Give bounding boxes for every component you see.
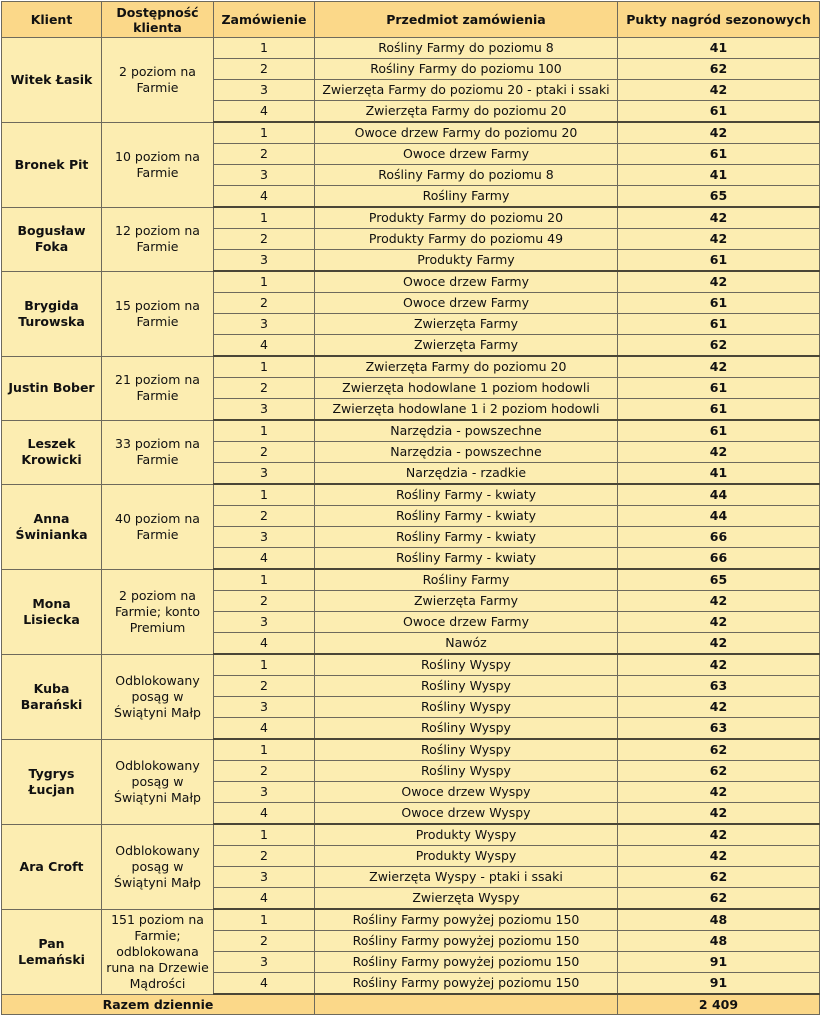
- order-subject: Narzędzia - powszechne: [315, 442, 618, 463]
- order-points: 61: [618, 250, 820, 272]
- order-subject: Zwierzęta Farmy do poziomu 20: [315, 101, 618, 123]
- order-subject: Zwierzęta Farmy: [315, 335, 618, 357]
- order-number: 2: [214, 676, 315, 697]
- table-row: [2, 739, 820, 761]
- order-number: 3: [214, 952, 315, 973]
- order-number: 3: [214, 867, 315, 888]
- order-points: 44: [618, 506, 820, 527]
- table-row: [2, 909, 820, 931]
- client-availability: 12 poziom na Farmie: [102, 207, 214, 271]
- table-row: [2, 356, 820, 378]
- order-number: 4: [214, 186, 315, 208]
- order-number: 2: [214, 931, 315, 952]
- order-number: 2: [214, 59, 315, 80]
- order-subject: Owoce drzew Farmy do poziomu 20: [315, 122, 618, 144]
- client-name: Pan Lemański: [2, 909, 102, 994]
- order-points: 48: [618, 909, 820, 931]
- client-name: Witek Łasik: [2, 38, 102, 123]
- order-number: 2: [214, 144, 315, 165]
- client-name: Leszek Krowicki: [2, 420, 102, 484]
- order-subject: Rośliny Wyspy: [315, 718, 618, 740]
- client-name: Mona Lisiecka: [2, 569, 102, 654]
- order-subject: Rośliny Wyspy: [315, 761, 618, 782]
- order-subject: Produkty Farmy do poziomu 20: [315, 207, 618, 229]
- order-number: 1: [214, 909, 315, 931]
- client-availability: 151 poziom na Farmie; odblokowana runa na Drzewie Mądrości: [102, 909, 214, 994]
- order-number: 3: [214, 314, 315, 335]
- client-name: Bogusław Foka: [2, 207, 102, 271]
- order-number: 3: [214, 165, 315, 186]
- header-availability: Dostępność klienta: [102, 2, 214, 38]
- order-points: 61: [618, 144, 820, 165]
- order-number: 1: [214, 484, 315, 506]
- order-number: 1: [214, 122, 315, 144]
- order-points: 62: [618, 739, 820, 761]
- order-points: 42: [618, 271, 820, 293]
- header-subject: Przedmiot zamówienia: [315, 2, 618, 38]
- order-subject: Produkty Wyspy: [315, 846, 618, 867]
- order-points: 42: [618, 846, 820, 867]
- order-points: 41: [618, 165, 820, 186]
- header-row: [2, 2, 820, 38]
- order-points: 42: [618, 80, 820, 101]
- order-points: 42: [618, 782, 820, 803]
- order-number: 2: [214, 591, 315, 612]
- order-subject: Owoce drzew Farmy: [315, 271, 618, 293]
- order-points: 62: [618, 761, 820, 782]
- order-subject: Nawóz: [315, 633, 618, 655]
- order-points: 42: [618, 824, 820, 846]
- table-row: [2, 484, 820, 506]
- order-points: 41: [618, 38, 820, 59]
- order-points: 91: [618, 952, 820, 973]
- order-subject: Narzędzia - powszechne: [315, 420, 618, 442]
- order-subject: Rośliny Farmy do poziomu 8: [315, 165, 618, 186]
- order-number: 1: [214, 654, 315, 676]
- client-availability: 33 poziom na Farmie: [102, 420, 214, 484]
- order-points: 42: [618, 356, 820, 378]
- order-number: 2: [214, 229, 315, 250]
- table-body: [2, 38, 820, 995]
- order-number: 3: [214, 463, 315, 485]
- order-number: 1: [214, 420, 315, 442]
- order-points: 66: [618, 548, 820, 570]
- order-subject: Rośliny Farmy do poziomu 8: [315, 38, 618, 59]
- order-subject: Owoce drzew Wyspy: [315, 803, 618, 825]
- order-subject: Rośliny Farmy - kwiaty: [315, 484, 618, 506]
- order-subject: Narzędzia - rzadkie: [315, 463, 618, 485]
- order-subject: Owoce drzew Farmy: [315, 144, 618, 165]
- order-points: 61: [618, 378, 820, 399]
- client-availability: 21 poziom na Farmie: [102, 356, 214, 420]
- total-row: [2, 994, 820, 1015]
- order-subject: Produkty Wyspy: [315, 824, 618, 846]
- order-points: 42: [618, 697, 820, 718]
- client-availability: 10 poziom na Farmie: [102, 122, 214, 207]
- order-subject: Produkty Farmy do poziomu 49: [315, 229, 618, 250]
- order-subject: Zwierzęta Farmy: [315, 314, 618, 335]
- table-row: [2, 207, 820, 229]
- order-number: 2: [214, 442, 315, 463]
- order-subject: Zwierzęta hodowlane 1 i 2 poziom hodowli: [315, 399, 618, 421]
- order-points: 65: [618, 186, 820, 208]
- order-number: 4: [214, 718, 315, 740]
- table-row: [2, 271, 820, 293]
- order-number: 4: [214, 335, 315, 357]
- order-points: 61: [618, 420, 820, 442]
- order-subject: Rośliny Farmy: [315, 569, 618, 591]
- order-number: 3: [214, 782, 315, 803]
- client-name: Anna Świnianka: [2, 484, 102, 569]
- order-points: 62: [618, 888, 820, 910]
- order-points: 42: [618, 654, 820, 676]
- order-number: 2: [214, 378, 315, 399]
- table-row: [2, 569, 820, 591]
- order-number: 2: [214, 506, 315, 527]
- order-subject: Rośliny Wyspy: [315, 739, 618, 761]
- order-points: 42: [618, 591, 820, 612]
- order-points: 62: [618, 59, 820, 80]
- client-name: Ara Croft: [2, 824, 102, 909]
- header-points: Pukty nagród sezonowych: [618, 2, 820, 38]
- order-points: 61: [618, 399, 820, 421]
- client-availability: Odblokowany posąg w Świątyni Małp: [102, 824, 214, 909]
- table-row: [2, 38, 820, 59]
- order-number: 4: [214, 973, 315, 995]
- order-points: 66: [618, 527, 820, 548]
- order-subject: Rośliny Wyspy: [315, 654, 618, 676]
- order-points: 42: [618, 803, 820, 825]
- client-name: Brygida Turowska: [2, 271, 102, 356]
- header-client: Klient: [2, 2, 102, 38]
- order-number: 3: [214, 250, 315, 272]
- order-number: 3: [214, 80, 315, 101]
- order-number: 3: [214, 612, 315, 633]
- season-rewards-table: [1, 1, 820, 1015]
- order-subject: Owoce drzew Wyspy: [315, 782, 618, 803]
- order-number: 1: [214, 569, 315, 591]
- order-subject: Zwierzęta Farmy: [315, 591, 618, 612]
- order-number: 4: [214, 888, 315, 910]
- table-row: [2, 824, 820, 846]
- order-subject: Owoce drzew Farmy: [315, 612, 618, 633]
- order-points: 42: [618, 122, 820, 144]
- order-subject: Rośliny Farmy powyżej poziomu 150: [315, 952, 618, 973]
- client-availability: Odblokowany posąg w Świątyni Małp: [102, 739, 214, 824]
- order-points: 42: [618, 229, 820, 250]
- order-points: 61: [618, 293, 820, 314]
- client-name: Tygrys Łucjan: [2, 739, 102, 824]
- order-subject: Rośliny Wyspy: [315, 697, 618, 718]
- order-points: 61: [618, 314, 820, 335]
- order-subject: Rośliny Farmy - kwiaty: [315, 548, 618, 570]
- order-number: 1: [214, 356, 315, 378]
- client-availability: 40 poziom na Farmie: [102, 484, 214, 569]
- order-number: 3: [214, 527, 315, 548]
- order-points: 65: [618, 569, 820, 591]
- order-points: 61: [618, 101, 820, 123]
- order-points: 62: [618, 335, 820, 357]
- order-subject: Rośliny Farmy powyżej poziomu 150: [315, 909, 618, 931]
- order-points: 41: [618, 463, 820, 485]
- order-points: 63: [618, 676, 820, 697]
- client-availability: 2 poziom na Farmie; konto Premium: [102, 569, 214, 654]
- order-number: 1: [214, 38, 315, 59]
- order-number: 2: [214, 293, 315, 314]
- order-number: 1: [214, 271, 315, 293]
- client-availability: Odblokowany posąg w Świątyni Małp: [102, 654, 214, 739]
- order-points: 42: [618, 207, 820, 229]
- order-points: 48: [618, 931, 820, 952]
- order-points: 62: [618, 867, 820, 888]
- table-row: [2, 420, 820, 442]
- table-row: [2, 122, 820, 144]
- table-row: [2, 654, 820, 676]
- order-number: 1: [214, 824, 315, 846]
- order-subject: Produkty Farmy: [315, 250, 618, 272]
- order-number: 4: [214, 101, 315, 123]
- total-label: Razem dziennie: [2, 994, 315, 1015]
- order-number: 2: [214, 846, 315, 867]
- order-points: 42: [618, 612, 820, 633]
- order-number: 1: [214, 739, 315, 761]
- total-value: 2 409: [618, 994, 820, 1015]
- order-points: 42: [618, 633, 820, 655]
- order-subject: Zwierzęta Wyspy - ptaki i ssaki: [315, 867, 618, 888]
- order-subject: Rośliny Wyspy: [315, 676, 618, 697]
- header-order: Zamówienie: [214, 2, 315, 38]
- order-number: 4: [214, 633, 315, 655]
- order-number: 2: [214, 761, 315, 782]
- order-subject: Rośliny Farmy - kwiaty: [315, 506, 618, 527]
- order-number: 4: [214, 548, 315, 570]
- order-number: 4: [214, 803, 315, 825]
- total-spacer: [315, 994, 618, 1015]
- order-subject: Rośliny Farmy: [315, 186, 618, 208]
- order-subject: Rośliny Farmy - kwiaty: [315, 527, 618, 548]
- order-subject: Rośliny Farmy powyżej poziomu 150: [315, 973, 618, 995]
- client-availability: 2 poziom na Farmie: [102, 38, 214, 123]
- order-subject: Zwierzęta Farmy do poziomu 20 - ptaki i ssaki: [315, 80, 618, 101]
- order-number: 3: [214, 697, 315, 718]
- client-name: Justin Bober: [2, 356, 102, 420]
- order-subject: Zwierzęta Farmy do poziomu 20: [315, 356, 618, 378]
- order-number: 1: [214, 207, 315, 229]
- order-points: 63: [618, 718, 820, 740]
- client-name: Bronek Pit: [2, 122, 102, 207]
- order-subject: Rośliny Farmy do poziomu 100: [315, 59, 618, 80]
- order-points: 91: [618, 973, 820, 995]
- order-subject: Owoce drzew Farmy: [315, 293, 618, 314]
- order-points: 44: [618, 484, 820, 506]
- order-subject: Zwierzęta Wyspy: [315, 888, 618, 910]
- order-points: 42: [618, 442, 820, 463]
- order-subject: Rośliny Farmy powyżej poziomu 150: [315, 931, 618, 952]
- order-subject: Zwierzęta hodowlane 1 poziom hodowli: [315, 378, 618, 399]
- order-number: 3: [214, 399, 315, 421]
- client-name: Kuba Barański: [2, 654, 102, 739]
- client-availability: 15 poziom na Farmie: [102, 271, 214, 356]
